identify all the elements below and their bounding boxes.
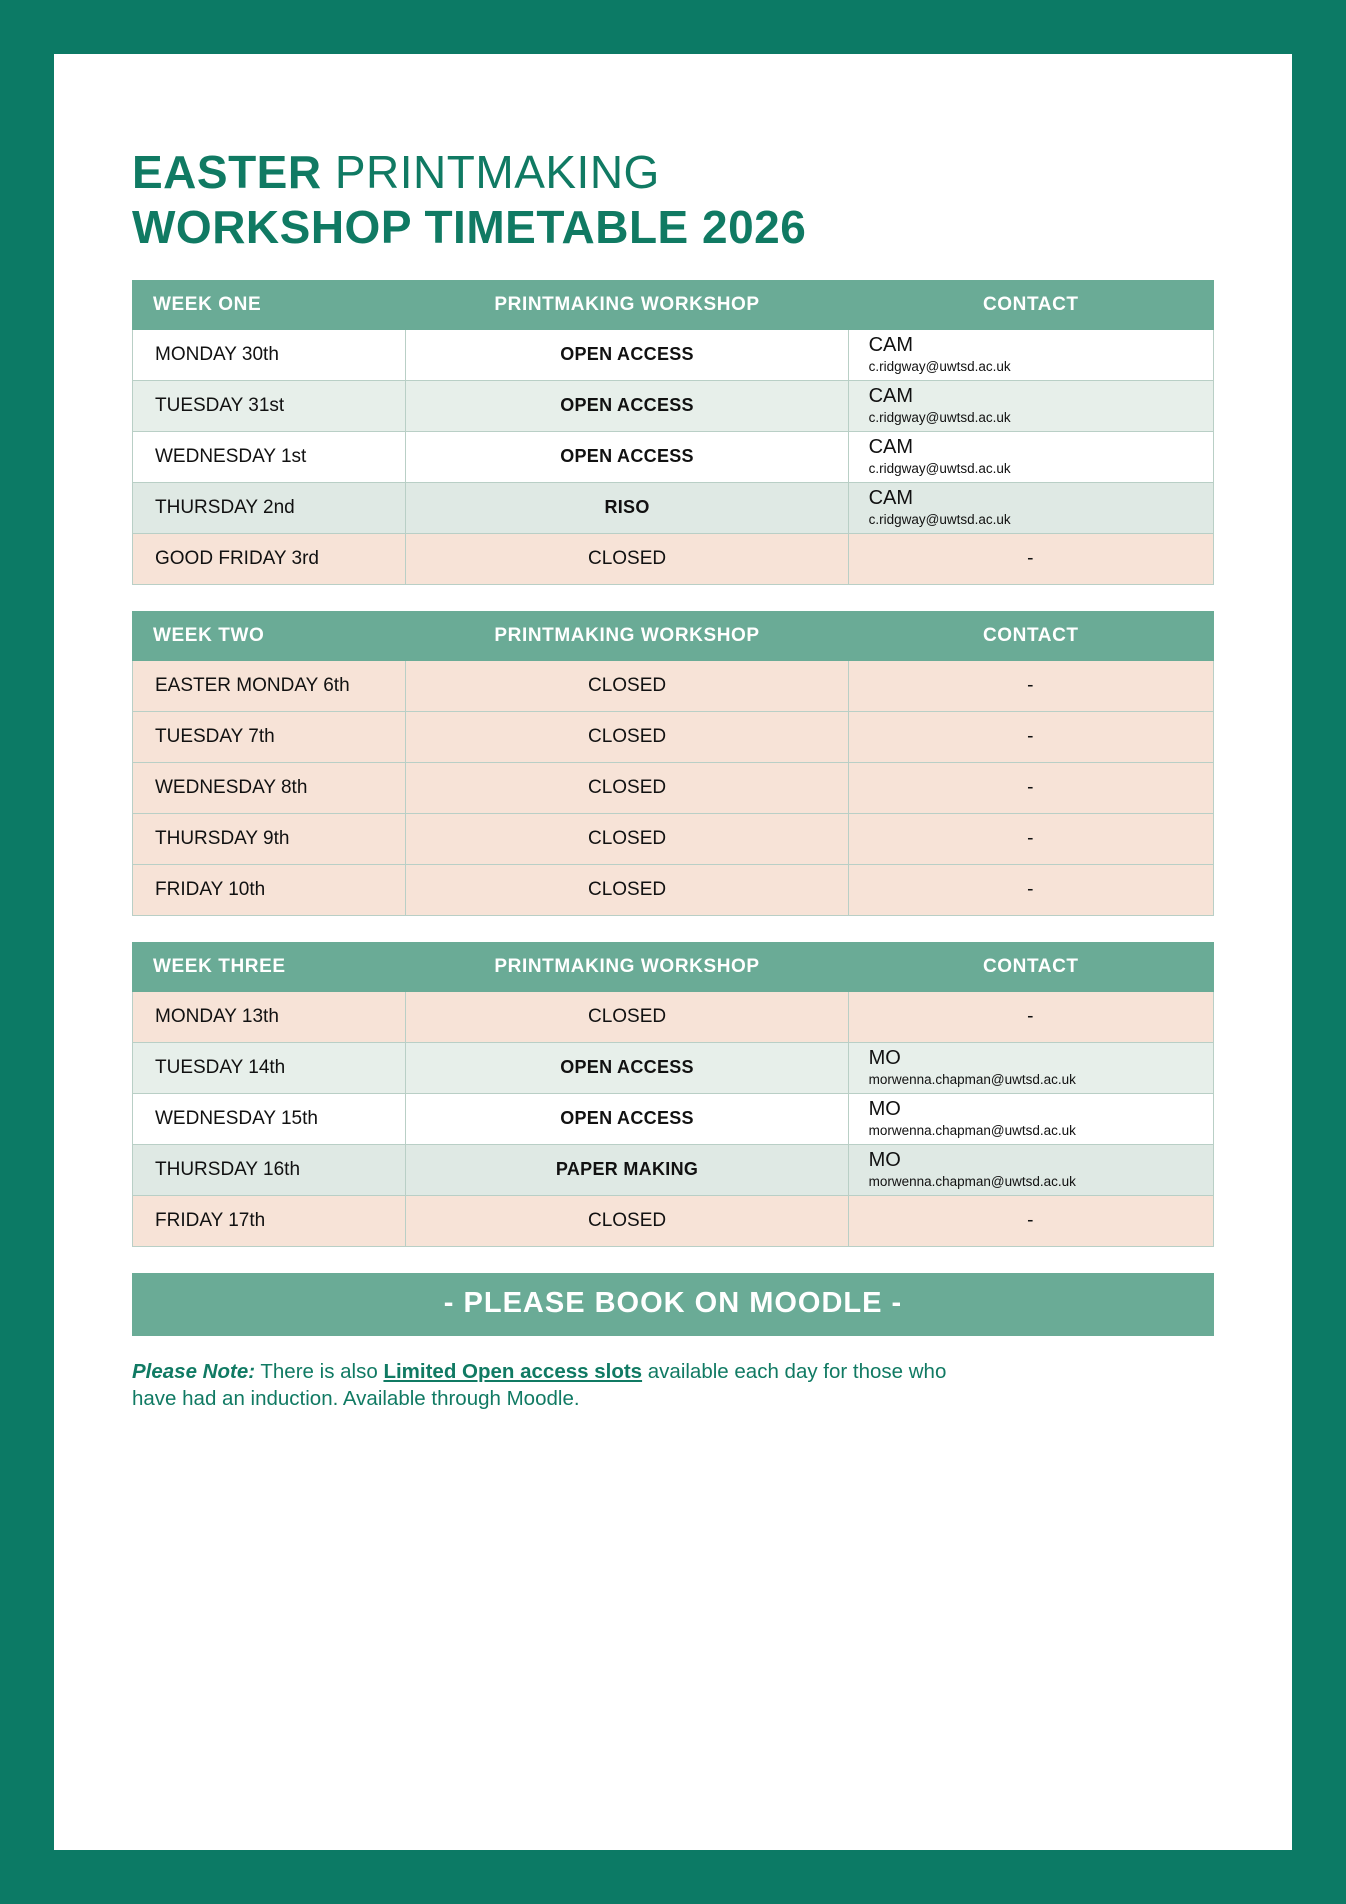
contact-email: c.ridgway@uwtsd.ac.uk	[868, 359, 1011, 375]
table-header-row	[133, 611, 1214, 660]
contact-cell: -	[848, 762, 1213, 813]
contact-name: MO	[868, 1098, 901, 1121]
contact-cell	[848, 329, 1213, 380]
contact-cell	[848, 380, 1213, 431]
contact-cell	[848, 1144, 1213, 1195]
table-header-row	[133, 280, 1214, 329]
book-on-moodle-banner: - PLEASE BOOK ON MOODLE -	[132, 1273, 1214, 1336]
week-header: WEEK THREE	[133, 942, 406, 991]
table-row	[133, 762, 1214, 813]
workshop-cell: CLOSED	[406, 864, 848, 915]
title-line-1	[132, 148, 1214, 197]
contact-name: CAM	[868, 334, 914, 357]
note-highlight: Limited Open access slots	[383, 1359, 643, 1383]
column-header-workshop: PRINTMAKING WORKSHOP	[406, 280, 848, 329]
day-cell: GOOD FRIDAY 3rd	[133, 533, 406, 584]
day-cell: WEDNESDAY 8th	[133, 762, 406, 813]
contact-email: morwenna.chapman@uwtsd.ac.uk	[868, 1123, 1076, 1139]
workshop-cell: CLOSED	[406, 762, 848, 813]
title-easter: EASTER	[132, 146, 322, 198]
timetable-week-three	[132, 942, 1214, 1247]
column-header-workshop: PRINTMAKING WORKSHOP	[406, 942, 848, 991]
contact-cell: -	[848, 991, 1213, 1042]
day-cell: WEDNESDAY 1st	[133, 431, 406, 482]
day-cell: THURSDAY 16th	[133, 1144, 406, 1195]
workshop-cell: CLOSED	[406, 533, 848, 584]
timetable-week-one	[132, 280, 1214, 585]
contact-cell	[848, 482, 1213, 533]
table-row	[133, 380, 1214, 431]
workshop-cell: OPEN ACCESS	[406, 431, 848, 482]
contact-cell: -	[848, 711, 1213, 762]
table-row	[133, 533, 1214, 584]
timetable-week-two	[132, 611, 1214, 916]
day-cell: THURSDAY 2nd	[133, 482, 406, 533]
table-row	[133, 1144, 1214, 1195]
column-header-contact: CONTACT	[848, 280, 1213, 329]
contact-name: CAM	[868, 385, 914, 408]
workshop-cell: OPEN ACCESS	[406, 329, 848, 380]
workshop-cell: CLOSED	[406, 711, 848, 762]
table-row	[133, 1093, 1214, 1144]
contact-name: MO	[868, 1047, 901, 1070]
title-line-2: WORKSHOP TIMETABLE 2026	[132, 200, 807, 253]
contact-email: morwenna.chapman@uwtsd.ac.uk	[868, 1174, 1076, 1190]
contact-name: CAM	[868, 436, 914, 459]
workshop-cell: RISO	[406, 482, 848, 533]
day-cell: MONDAY 13th	[133, 991, 406, 1042]
workshop-cell: OPEN ACCESS	[406, 1093, 848, 1144]
contact-cell	[848, 1093, 1213, 1144]
table-row	[133, 431, 1214, 482]
workshop-cell: CLOSED	[406, 991, 848, 1042]
note-line2: have had an induction. Available through Moodle.	[132, 1387, 580, 1411]
day-cell: FRIDAY 10th	[133, 864, 406, 915]
table-row	[133, 329, 1214, 380]
note-part2: available each day for those who	[642, 1359, 947, 1383]
contact-cell: -	[848, 1195, 1213, 1246]
workshop-cell: PAPER MAKING	[406, 1144, 848, 1195]
page-title	[132, 148, 1214, 252]
day-cell: TUESDAY 7th	[133, 711, 406, 762]
day-cell: THURSDAY 9th	[133, 813, 406, 864]
contact-email: c.ridgway@uwtsd.ac.uk	[868, 512, 1011, 528]
title-printmaking: PRINTMAKING	[334, 146, 660, 198]
column-header-workshop: PRINTMAKING WORKSHOP	[406, 611, 848, 660]
poster-page	[54, 54, 1292, 1850]
table-row	[133, 482, 1214, 533]
contact-name: CAM	[868, 487, 914, 510]
column-header-contact: CONTACT	[848, 942, 1213, 991]
note-part1: There is also	[255, 1359, 384, 1383]
contact-cell	[848, 431, 1213, 482]
workshop-cell: CLOSED	[406, 813, 848, 864]
week-header: WEEK ONE	[133, 280, 406, 329]
contact-cell: -	[848, 864, 1213, 915]
workshop-cell: OPEN ACCESS	[406, 1042, 848, 1093]
contact-email: c.ridgway@uwtsd.ac.uk	[868, 461, 1011, 477]
contact-cell	[848, 1042, 1213, 1093]
table-row	[133, 711, 1214, 762]
contact-email: morwenna.chapman@uwtsd.ac.uk	[868, 1072, 1076, 1088]
column-header-contact: CONTACT	[848, 611, 1213, 660]
contact-email: c.ridgway@uwtsd.ac.uk	[868, 410, 1011, 426]
day-cell: EASTER MONDAY 6th	[133, 660, 406, 711]
table-row	[133, 1042, 1214, 1093]
note-lead: Please Note:	[132, 1359, 256, 1383]
please-note-text	[132, 1358, 1214, 1413]
workshop-cell: OPEN ACCESS	[406, 380, 848, 431]
contact-cell: -	[848, 660, 1213, 711]
table-row	[133, 864, 1214, 915]
contact-cell: -	[848, 813, 1213, 864]
week-header: WEEK TWO	[133, 611, 406, 660]
day-cell: TUESDAY 14th	[133, 1042, 406, 1093]
workshop-cell: CLOSED	[406, 1195, 848, 1246]
day-cell: TUESDAY 31st	[133, 380, 406, 431]
table-row	[133, 991, 1214, 1042]
contact-cell: -	[848, 533, 1213, 584]
table-row	[133, 813, 1214, 864]
table-header-row	[133, 942, 1214, 991]
day-cell: WEDNESDAY 15th	[133, 1093, 406, 1144]
contact-name: MO	[868, 1149, 901, 1172]
table-row	[133, 660, 1214, 711]
workshop-cell: CLOSED	[406, 660, 848, 711]
day-cell: FRIDAY 17th	[133, 1195, 406, 1246]
day-cell: MONDAY 30th	[133, 329, 406, 380]
table-row	[133, 1195, 1214, 1246]
